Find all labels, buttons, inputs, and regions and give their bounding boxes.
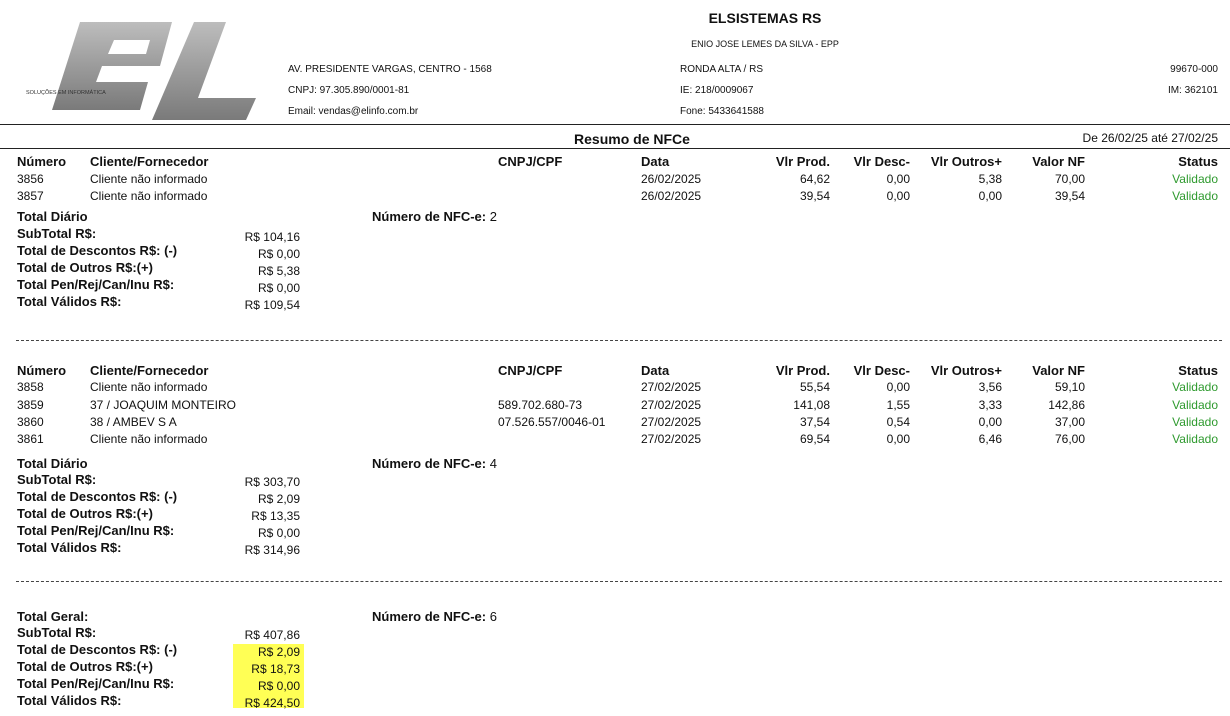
grand-subtotal-value: R$ 407,86 xyxy=(244,628,300,642)
cell-prod: 141,08 xyxy=(793,398,830,412)
cell-prod: 39,54 xyxy=(799,189,830,203)
col-numero: Número xyxy=(17,154,67,169)
total-label: Total Diário xyxy=(17,209,88,224)
cell-data: 27/02/2025 xyxy=(641,432,702,446)
col-cliente: Cliente/Fornecedor xyxy=(90,363,209,378)
cell-data: 27/02/2025 xyxy=(641,398,702,412)
col-prod: Vlr Prod. xyxy=(775,363,830,378)
cell-outros: 3,33 xyxy=(978,398,1002,412)
col-data: Data xyxy=(641,363,670,378)
cell-numero: 3860 xyxy=(17,415,44,429)
col-data: Data xyxy=(641,154,670,169)
count-label xyxy=(372,456,497,471)
col-cnpj: CNPJ/CPF xyxy=(498,154,563,169)
cell-desc: 1,55 xyxy=(886,398,910,412)
col-cliente: Cliente/Fornecedor xyxy=(90,154,209,169)
company-name: ELSISTEMAS RS xyxy=(708,10,822,26)
validos-value: R$ 314,96 xyxy=(244,543,300,557)
total-label: Total Diário xyxy=(17,456,88,471)
subtotal-label: SubTotal R$: xyxy=(17,226,97,241)
cell-status: Validado xyxy=(1172,415,1218,429)
validos-label: Total Válidos R$: xyxy=(17,540,122,555)
group-separator xyxy=(16,581,1222,582)
cell-prod: 69,54 xyxy=(799,432,830,446)
cell-desc: 0,00 xyxy=(886,172,910,186)
logo-tagline: SOLUÇÕES EM INFORMÁTICA xyxy=(26,90,106,96)
cell-desc: 0,00 xyxy=(886,432,910,446)
outros-label: Total de Outros R$:(+) xyxy=(17,506,153,521)
subtotal-value: R$ 104,16 xyxy=(244,230,300,244)
grand-validos-label: Total Válidos R$: xyxy=(17,693,122,708)
cell-numero: 3856 xyxy=(17,172,44,186)
grand-outros-value: R$ 18,73 xyxy=(251,662,300,676)
company-email: Email: vendas@elinfo.com.br xyxy=(288,106,419,117)
outros-label: Total de Outros R$:(+) xyxy=(17,260,153,275)
count-label xyxy=(372,209,497,224)
subtotal-value: R$ 303,70 xyxy=(244,475,300,489)
cell-status: Validado xyxy=(1172,432,1218,446)
descontos-value: R$ 0,00 xyxy=(257,247,300,261)
cell-nf: 37,00 xyxy=(1054,415,1085,429)
cell-data: 26/02/2025 xyxy=(641,172,702,186)
cell-data: 27/02/2025 xyxy=(641,380,702,394)
report-period: De 26/02/25 até 27/02/25 xyxy=(1082,131,1218,145)
cell-numero: 3858 xyxy=(17,380,44,394)
validos-label: Total Válidos R$: xyxy=(17,294,122,309)
cell-outros: 0,00 xyxy=(978,189,1002,203)
count-label-text: Número de NFC-e: xyxy=(372,609,487,624)
cell-status: Validado xyxy=(1172,172,1218,186)
company-address: AV. PRESIDENTE VARGAS, CENTRO - 1568 xyxy=(288,64,492,75)
cell-cliente: Cliente não informado xyxy=(90,380,208,394)
col-status: Status xyxy=(1178,154,1218,169)
col-prod: Vlr Prod. xyxy=(775,154,830,169)
cell-desc: 0,00 xyxy=(886,189,910,203)
group-separator xyxy=(16,340,1222,341)
cell-outros: 3,56 xyxy=(978,380,1002,394)
cell-data: 27/02/2025 xyxy=(641,415,702,429)
col-cnpj: CNPJ/CPF xyxy=(498,363,563,378)
cell-desc: 0,54 xyxy=(886,415,910,429)
col-numero: Número xyxy=(17,363,67,378)
cell-outros: 5,38 xyxy=(978,172,1002,186)
cell-status: Validado xyxy=(1172,380,1218,394)
cell-nf: 142,86 xyxy=(1048,398,1085,412)
pen-label: Total Pen/Rej/Can/Inu R$: xyxy=(17,523,175,538)
cell-numero: 3859 xyxy=(17,398,44,412)
descontos-label: Total de Descontos R$: (-) xyxy=(17,243,178,258)
cell-cliente: Cliente não informado xyxy=(90,189,208,203)
cell-nf: 39,54 xyxy=(1054,189,1085,203)
cell-numero: 3857 xyxy=(17,189,44,203)
company-owner: ENIO JOSE LEMES DA SILVA - EPP xyxy=(691,39,839,49)
cell-numero: 3861 xyxy=(17,432,44,446)
cell-nf: 76,00 xyxy=(1054,432,1085,446)
count-label-text: Número de NFC-e: xyxy=(372,209,487,224)
cell-cliente: 37 / JOAQUIM MONTEIRO xyxy=(90,398,237,412)
cell-status: Validado xyxy=(1172,398,1218,412)
cell-prod: 37,54 xyxy=(799,415,830,429)
cell-cnpj: 589.702.680-73 xyxy=(498,398,583,412)
grand-descontos-label: Total de Descontos R$: (-) xyxy=(17,642,178,657)
company-phone: Fone: 5433641588 xyxy=(680,106,764,117)
count-value: 2 xyxy=(489,209,497,224)
grand-total-label: Total Geral: xyxy=(17,609,89,624)
title-rule xyxy=(0,148,1230,149)
company-ie: IE: 218/0009067 xyxy=(680,85,754,96)
col-outros: Vlr Outros+ xyxy=(930,154,1002,169)
grand-pen-value: R$ 0,00 xyxy=(257,679,300,693)
cell-cnpj: 07.526.557/0046-01 xyxy=(498,415,606,429)
cell-data: 26/02/2025 xyxy=(641,189,702,203)
company-city: RONDA ALTA / RS xyxy=(680,64,763,75)
cell-desc: 0,00 xyxy=(886,380,910,394)
grand-descontos-value: R$ 2,09 xyxy=(257,645,300,659)
grand-validos-value: R$ 424,50 xyxy=(244,696,300,710)
col-desc: Vlr Desc- xyxy=(853,363,910,378)
descontos-label: Total de Descontos R$: (-) xyxy=(17,489,178,504)
cell-cliente: Cliente não informado xyxy=(90,172,208,186)
col-nf: Valor NF xyxy=(1032,154,1085,169)
grand-pen-label: Total Pen/Rej/Can/Inu R$: xyxy=(17,676,175,691)
subtotal-label: SubTotal R$: xyxy=(17,472,97,487)
cell-nf: 59,10 xyxy=(1054,380,1085,394)
cell-prod: 55,54 xyxy=(799,380,830,394)
cell-prod: 64,62 xyxy=(799,172,830,186)
grand-count-label xyxy=(372,609,497,624)
company-logo xyxy=(22,14,258,122)
outros-value: R$ 13,35 xyxy=(251,509,300,523)
company-im: IM: 362101 xyxy=(1167,85,1218,96)
cell-nf: 70,00 xyxy=(1054,172,1085,186)
pen-label: Total Pen/Rej/Can/Inu R$: xyxy=(17,277,175,292)
count-label-text: Número de NFC-e: xyxy=(372,456,487,471)
grand-count-value: 6 xyxy=(489,609,497,624)
col-outros: Vlr Outros+ xyxy=(930,363,1002,378)
col-status: Status xyxy=(1178,363,1218,378)
grand-outros-label: Total de Outros R$:(+) xyxy=(17,659,153,674)
cell-cliente: 38 / AMBEV S A xyxy=(90,415,177,429)
grand-subtotal-label: SubTotal R$: xyxy=(17,625,97,640)
report-title: Resumo de NFCe xyxy=(574,131,690,147)
validos-value: R$ 109,54 xyxy=(244,298,300,312)
cell-cliente: Cliente não informado xyxy=(90,432,208,446)
cell-outros: 6,46 xyxy=(978,432,1002,446)
cell-outros: 0,00 xyxy=(978,415,1002,429)
header-rule xyxy=(0,124,1230,125)
outros-value: R$ 5,38 xyxy=(257,264,300,278)
count-value: 4 xyxy=(489,456,497,471)
cell-status: Validado xyxy=(1172,189,1218,203)
col-desc: Vlr Desc- xyxy=(853,154,910,169)
company-cnpj: CNPJ: 97.305.890/0001-81 xyxy=(288,85,410,96)
pen-value: R$ 0,00 xyxy=(257,526,300,540)
pen-value: R$ 0,00 xyxy=(257,281,300,295)
descontos-value: R$ 2,09 xyxy=(257,492,300,506)
company-cep: 99670-000 xyxy=(1170,64,1218,75)
col-nf: Valor NF xyxy=(1032,363,1085,378)
